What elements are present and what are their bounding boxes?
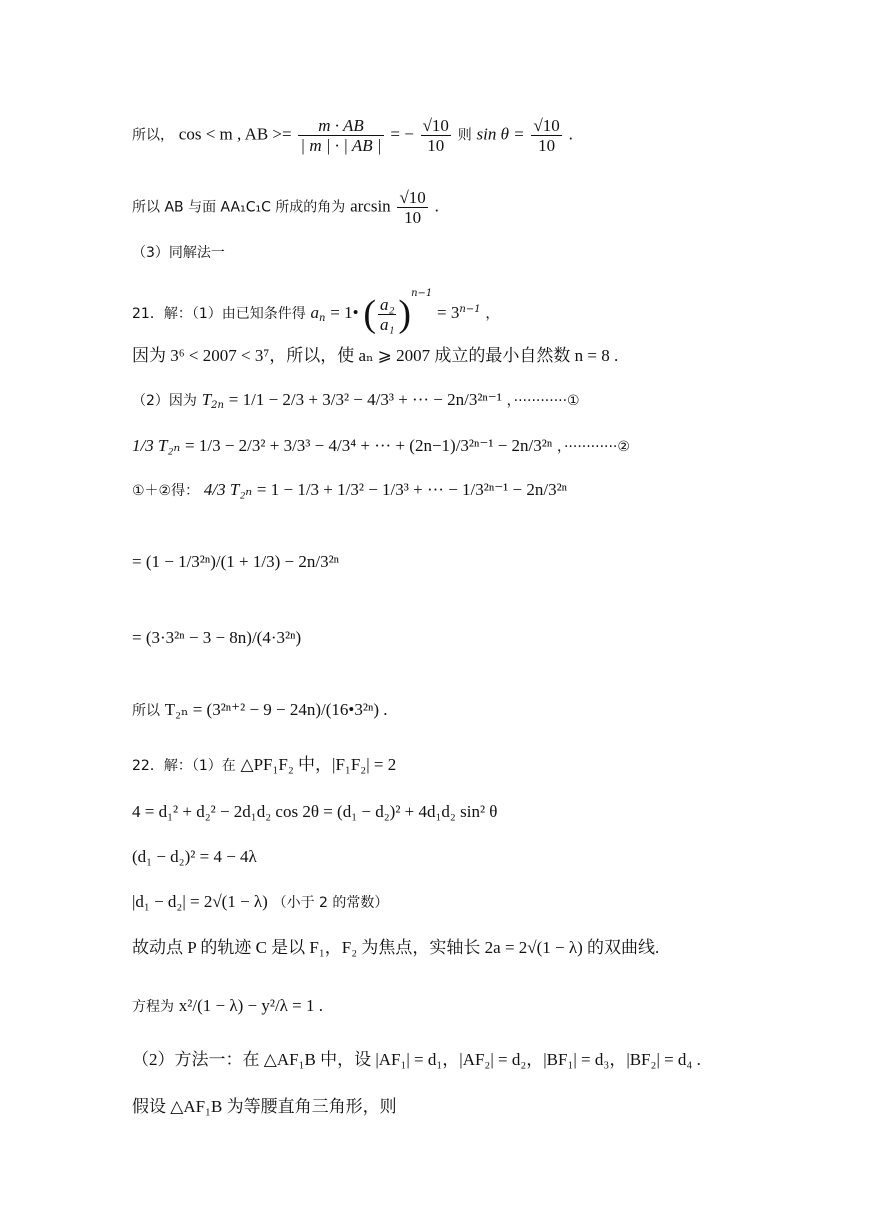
line-q21-part1: 21．解：（1）由已知条件得 $a_n$ = 1• ( $\frac{\text{a₂}}{\text{a₁}}$ )$^{n-1} = 3^{n-1}$ ， [132, 288, 500, 335]
line-q21-result: 所以 T₂ₙ = (3²ⁿ⁺² − 9 − 24n)/(16•3²ⁿ) . [132, 700, 388, 719]
fraction: $\frac{\text{a₂}}{\text{a₁}}$ [379, 294, 395, 334]
fraction: $\frac{m \cdot AB}{| m | \cdot | AB |}$ [300, 116, 382, 155]
text: 所以， [132, 127, 174, 144]
line-q21-part2-eq1: （2）因为 $T_{2n} = 1/1 - 2/3 + 3/3^2 - 4/3^3$ + ··· − 2n/3²ⁿ⁻¹ ，············① [132, 390, 580, 411]
line-q22-locus: 故动点 P 的轨迹 C 是以 F₁，F₂ 为焦点，实轴长 2a = 2√(1 − λ) 的双曲线. [132, 938, 660, 957]
line-q22-assume: 假设 △AF₁B 为等腰直角三角形，则 [132, 1097, 397, 1116]
line-q22-abs-diff: |d₁ − d₂| = 2√(1 − λ) （小于 2 的常数） [132, 892, 389, 911]
line-part3: （3）同解法一 [132, 245, 225, 261]
line-q22-diff-sq: (d₁ − d₂)² = 4 − 4λ [132, 847, 257, 866]
math: cos < m , AB >= [178, 124, 292, 144]
line-q21-min-n: 因为 3⁶ < 2007 < 3⁷，所以，使 aₙ ⩾ 2007 成立的最小自然数 n = 8 . [132, 346, 619, 365]
fraction: $\frac{√10}{10}$ [533, 116, 560, 155]
fraction: $\frac{√10}{10}$ [422, 116, 449, 155]
line-q22-equation: 方程为 x²/(1 − λ) − y²/λ = 1 . [132, 996, 323, 1015]
line-q22-part1: 22．解：（1）在 △PF₁F₂ 中，|F₁F₂| = 2 [132, 755, 397, 774]
line-angle-result: 所以 AB 与面 AA₁C₁C 所成的角为 arcsin $\frac{√10}{10}$ . [132, 188, 439, 227]
line-q22-part2: （2）方法一：在 △AF₁B 中，设 |AF₁| = d₁，|AF₂| = d₂，|BF₁| = d₃，|BF₂| = d₄ . [132, 1050, 701, 1069]
line-cos-angle: 所以， cos < m , AB >= $\frac{m \cdot AB}{| m | \cdot | AB |}$ = − $\frac{√10}{10}$ 则 sin θ = $\frac{√10}{10}$ . [132, 116, 573, 155]
line-q21-step1: = (1 − 1/3²ⁿ)/(1 + 1/3) − 2n/3²ⁿ [132, 552, 340, 571]
line-q21-step2: = (3·3²ⁿ − 3 − 8n)/(4·3²ⁿ) [132, 628, 302, 647]
fraction: $\frac{√10}{10}$ [399, 188, 426, 227]
line-q21-eq2: 1/3 T₂ₙ = 1/3 − 2/3² + 3/3³ − 4/3⁴ + ··· + (2n−1)/3²ⁿ⁻¹ − 2n/3²ⁿ ，············② [132, 436, 630, 455]
line-q21-sum: ①＋②得： 4/3 T₂ₙ = 1 − 1/3 + 1/3² − 1/3³ + ··· − 1/3²ⁿ⁻¹ − 2n/3²ⁿ [132, 480, 568, 499]
line-q22-cosine-law: 4 = d₁² + d₂² − 2d₁d₂ cos 2θ = (d₁ − d₂)² + 4d₁d₂ sin² θ [132, 802, 498, 821]
